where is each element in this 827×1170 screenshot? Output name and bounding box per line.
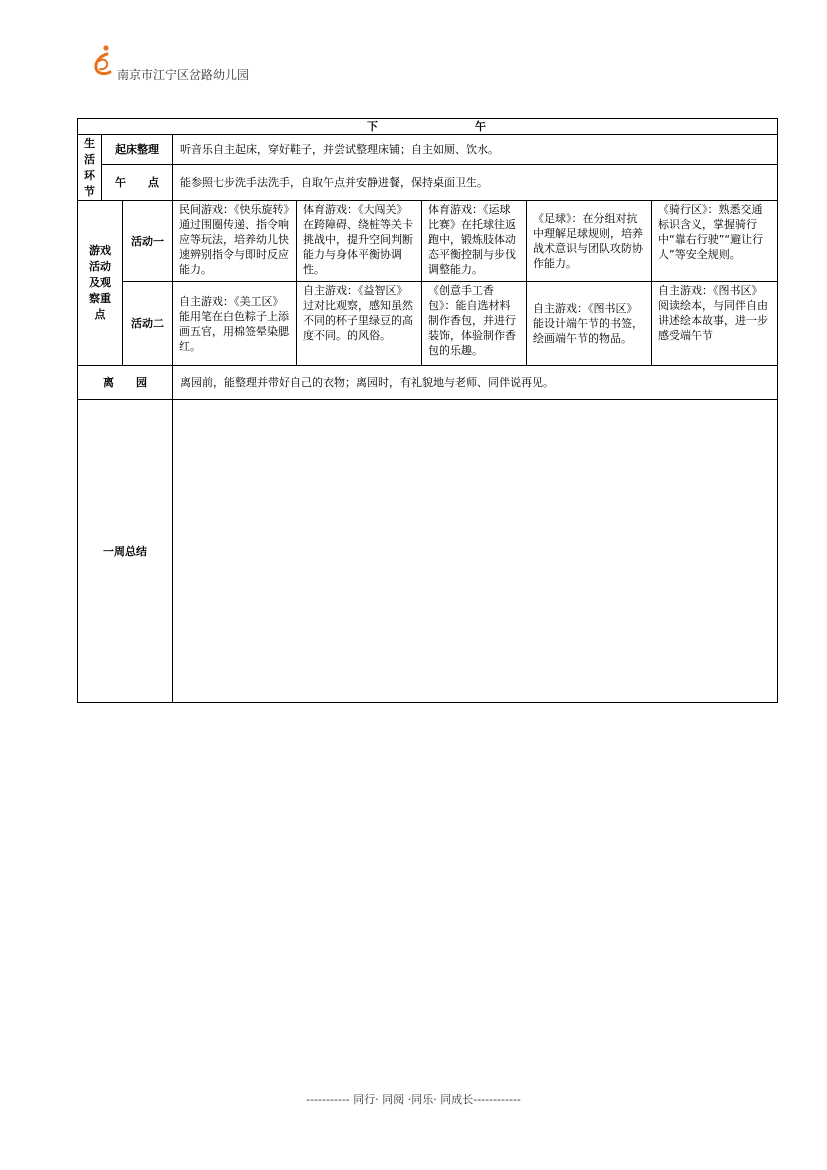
activity-cell: 《创意手工香包》：能自选材料制作香包，并进行装饰，体验制作香包的乐趣。 — [422, 282, 527, 366]
activity-cell: 体育游戏：《大闯关》在跨障碍、绕桩等关卡挑战中，提升空间判断能力与身体平衡协调性。 — [297, 201, 422, 282]
activity-cell: 自主游戏：《图书区》阅读绘本，与同伴自由讲述绘本故事，进一步感受端午节 — [652, 282, 778, 366]
activity-cell: 自主游戏：《益智区》过对比观察，感知虽然不同的杯子里绿豆的高度不同。的风俗。 — [297, 282, 422, 366]
activity-cell: 民间游戏：《快乐旋转》通过围圈传递、指令响应等玩法，培养幼儿快速辨别指令与即时反应能力。 — [173, 201, 297, 282]
activity-label: 活动二 — [123, 282, 173, 366]
leave-label: 离 园 — [78, 366, 173, 400]
school-name: 南京市江宁区岔路幼儿园 — [117, 68, 250, 82]
life-section-label: 生活环节 — [78, 135, 102, 201]
leave-content: 离园前，能整理并带好自己的衣物；离园时，有礼貌地与老师、同伴说再见。 — [173, 366, 778, 400]
life-row-label: 午 点 — [102, 165, 173, 201]
activity-cell: 《足球》：在分组对抗中理解足球规则，培养战术意识与团队攻防协作能力。 — [527, 201, 652, 282]
title-left: 下 — [367, 120, 380, 133]
activity-cell: 自主游戏：《美工区》能用笔在白色粽子上添画五官，用棉签晕染腮红。 — [173, 282, 297, 366]
activity-cell: 《骑行区》：熟悉交通标识含义，掌握骑行中“靠右行驶”“避让行人”等安全规则。 — [652, 201, 778, 282]
activity-label: 活动一 — [123, 201, 173, 282]
weekly-summary-content[interactable] — [173, 400, 778, 703]
life-row-content: 听音乐自主起床，穿好鞋子，并尝试整理床铺；自主如厕、饮水。 — [173, 135, 778, 165]
games-section-label: 游戏活动及观察重点 — [78, 201, 123, 366]
page-footer: ----------- 同行· 同阅 ·同乐· 同成长------------ — [306, 1093, 521, 1106]
life-row-content: 能参照七步洗手法洗手，自取午点并安静进餐，保持桌面卫生。 — [173, 165, 778, 201]
title-right: 午 — [475, 120, 488, 133]
activity-cell: 体育游戏：《运球比赛》在托球往返跑中，锻炼肢体动态平衡控制与步伐调整能力。 — [422, 201, 527, 282]
weekly-summary-label: 一周总结 — [78, 400, 173, 703]
school-logo-icon — [90, 44, 116, 78]
afternoon-plan-table — [77, 118, 778, 703]
life-row-label: 起床整理 — [102, 135, 173, 165]
table-title — [78, 119, 778, 135]
activity-cell: 自主游戏：《图书区》能设计端午节的书签，绘画端午节的物品。 — [527, 282, 652, 366]
